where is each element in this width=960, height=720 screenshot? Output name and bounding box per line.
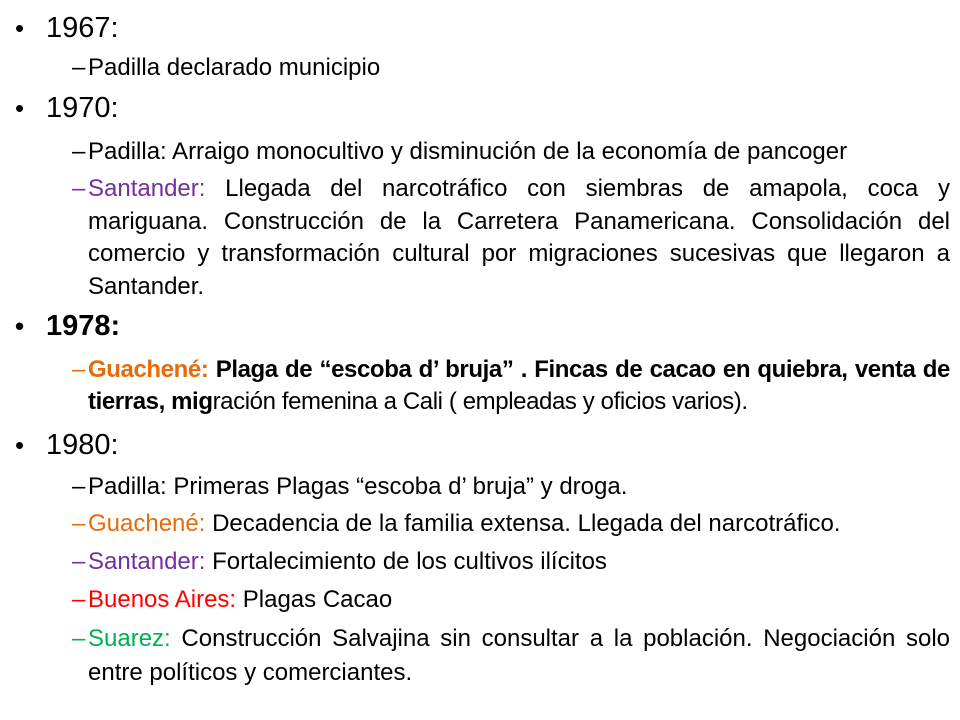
list-dash: –	[72, 586, 86, 613]
year-label: 1978:	[46, 310, 121, 342]
list-dash: –	[72, 473, 86, 500]
year-item-1980	[0, 427, 960, 463]
entry-text: Plagas Cacao	[242, 586, 393, 613]
year-label: 1967:	[46, 12, 119, 44]
place-label: Guachené:	[88, 356, 209, 383]
place-label: Santander:	[88, 548, 206, 575]
list-dash: –	[72, 175, 86, 202]
entry-bold-text: Plaga de “escoba d’ bruja” . Fincas de cacao en quiebra, venta de tierras, mig	[88, 356, 950, 415]
entry-text: ración femenina a Cali ( empleadas y oficios varios).	[212, 388, 748, 415]
entry-text: Llegada del narcotráfico con siembras de amapola, coca y mariguana. Construcción de la Carretera Panamericana. Consolidación del comercio y transformación cultural por migraciones sucesivas que llegaron a Santander.	[88, 175, 950, 300]
entry-text: Padilla: Arraigo monocultivo y disminución de la economía de pancoger	[88, 138, 848, 165]
list-dash: –	[72, 625, 86, 652]
place-label: Guachené:	[88, 510, 206, 537]
list-bullet: •	[15, 430, 25, 460]
entry-text: Padilla: Primeras Plagas “escoba d’ bruja” y droga.	[88, 473, 628, 500]
entry-santander-1980	[72, 546, 950, 578]
entry-text: Fortalecimiento de los cultivos ilícitos	[212, 548, 607, 575]
year-item-1978	[0, 308, 960, 344]
entry-text: Decadencia de la familia extensa. Llegada del narcotráfico.	[212, 510, 841, 537]
list-dash: –	[72, 548, 86, 575]
year-label: 1980:	[46, 429, 119, 461]
entry-padilla-1980	[72, 471, 950, 503]
entry-guachene-1978	[72, 354, 950, 418]
year-item-1970	[0, 90, 960, 126]
entry-suarez-1980	[72, 622, 950, 690]
year-label: 1970:	[46, 92, 119, 124]
place-label: Santander:	[88, 175, 206, 202]
list-bullet: •	[15, 13, 25, 43]
entry-padilla-1967	[72, 52, 950, 84]
entry-padilla-1970	[72, 136, 950, 168]
place-label: Suarez:	[88, 625, 171, 652]
year-item-1967	[0, 10, 960, 46]
list-dash: –	[72, 510, 86, 537]
entry-text: Construcción Salvajina sin consultar a la población. Negociación solo entre políticos y comerciantes.	[88, 625, 951, 686]
entry-santander-1970	[72, 173, 950, 303]
list-dash: –	[72, 54, 86, 81]
list-bullet: •	[15, 93, 25, 123]
place-label: Buenos Aires:	[88, 586, 237, 613]
entry-guachene-1980	[72, 508, 950, 540]
list-bullet: •	[15, 311, 25, 341]
list-dash: –	[72, 138, 86, 165]
list-dash: –	[72, 356, 85, 383]
entry-text: Padilla declarado municipio	[88, 54, 381, 81]
entry-buenos-aires-1980	[72, 584, 950, 616]
